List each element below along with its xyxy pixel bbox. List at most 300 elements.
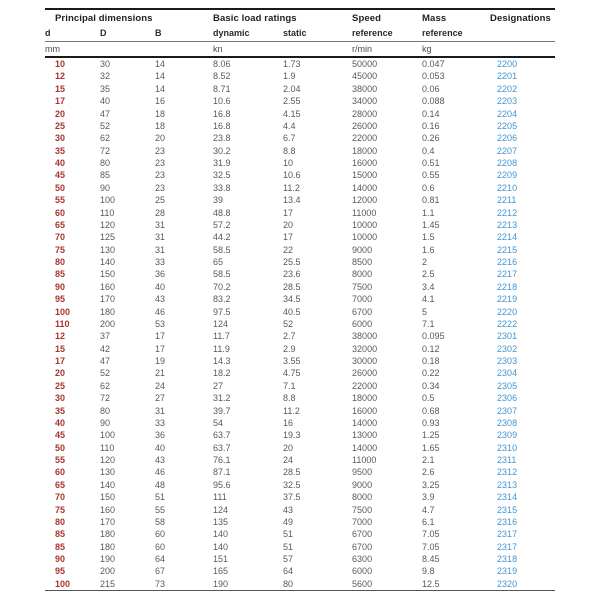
table-row [45, 380, 555, 392]
speed-value: 10000 [352, 232, 378, 243]
dynamic-load-value: 33.8 [213, 182, 231, 193]
speed-value: 13000 [352, 430, 378, 441]
mass-value: 0.14 [422, 108, 440, 119]
D-value: 85 [100, 170, 111, 181]
mass-value: 0.22 [422, 368, 440, 379]
B-value: 14 [155, 71, 166, 82]
designation-link[interactable]: 2200 [497, 59, 518, 69]
d-value: 45 [55, 430, 66, 441]
static-load-value: 2.04 [283, 83, 301, 94]
speed-value: 14000 [352, 182, 378, 193]
static-load-value: 22 [283, 244, 294, 255]
dynamic-load-value: 83.2 [213, 294, 231, 305]
B-value: 23 [155, 158, 166, 168]
B-value: 20 [155, 133, 166, 144]
table-row [45, 169, 555, 181]
unit-mm: mm [45, 43, 60, 54]
designation-link[interactable]: 2317 [497, 541, 518, 552]
D-value: 170 [100, 516, 116, 527]
B-value: 31 [155, 244, 166, 255]
D-value: 40 [100, 96, 111, 107]
mass-value: 2.5 [422, 269, 435, 280]
dynamic-load-value: 140 [213, 529, 229, 540]
col-group-principal-dimensions: Principal dimensions [55, 12, 153, 24]
table-row [45, 491, 555, 503]
table-row [45, 108, 555, 120]
designation-link[interactable]: 2301 [497, 331, 518, 342]
static-load-value: 28.5 [283, 467, 301, 478]
d-value: 35 [55, 405, 66, 416]
speed-value: 14000 [352, 417, 378, 428]
designation-link[interactable]: 2212 [497, 207, 518, 218]
designation-link[interactable]: 2305 [497, 380, 518, 391]
d-value: 17 [55, 356, 66, 366]
d-value: 60 [55, 207, 66, 218]
d-value: 100 [55, 578, 71, 589]
speed-value: 12000 [352, 195, 378, 206]
B-value: 23 [155, 182, 166, 193]
mass-value: 3.4 [422, 281, 435, 292]
col-header-B: B [155, 28, 162, 39]
d-value: 20 [55, 368, 66, 379]
d-value: 65 [55, 479, 66, 490]
d-value: 100 [55, 306, 71, 317]
D-value: 170 [100, 294, 116, 305]
speed-value: 11000 [352, 455, 377, 465]
designation-link[interactable]: 2307 [497, 405, 518, 416]
bearing-spec-table [45, 8, 555, 591]
B-value: 60 [155, 541, 166, 552]
D-value: 120 [100, 219, 116, 230]
speed-value: 6000 [352, 566, 373, 577]
designation-link[interactable]: 2211 [497, 195, 517, 206]
B-value: 27 [155, 393, 166, 404]
dynamic-load-value: 32.5 [213, 170, 231, 181]
speed-value: 32000 [352, 343, 378, 354]
mass-value: 0.053 [422, 71, 445, 82]
d-value: 85 [55, 541, 66, 552]
speed-value: 16000 [352, 405, 378, 416]
static-load-value: 3.55 [283, 356, 301, 366]
dynamic-load-value: 16.8 [213, 120, 231, 131]
mass-value: 7.05 [422, 529, 440, 540]
designation-link[interactable]: 2208 [497, 158, 518, 168]
designation-link[interactable]: 2222 [497, 318, 518, 329]
B-value: 73 [155, 578, 166, 589]
designation-link[interactable]: 2308 [497, 417, 518, 428]
static-load-value: 20 [283, 442, 294, 453]
B-value: 17 [155, 343, 166, 354]
table-row [45, 392, 555, 404]
D-value: 140 [100, 257, 116, 267]
D-value: 52 [100, 120, 111, 131]
designation-link[interactable]: 2303 [497, 356, 518, 366]
dynamic-load-value: 190 [213, 578, 229, 589]
D-value: 180 [100, 306, 116, 317]
dynamic-load-value: 70.2 [213, 281, 231, 292]
designation-link[interactable]: 2219 [497, 294, 518, 305]
designation-link[interactable]: 2312 [497, 467, 518, 478]
D-value: 47 [100, 108, 111, 119]
d-value: 12 [55, 71, 66, 82]
B-value: 14 [155, 83, 166, 94]
d-value: 60 [55, 467, 66, 478]
speed-value: 9000 [352, 479, 373, 490]
d-value: 30 [55, 133, 66, 144]
designation-link[interactable]: 2201 [497, 71, 518, 82]
static-load-value: 10 [283, 158, 294, 168]
D-value: 30 [100, 59, 111, 69]
dynamic-load-value: 10.6 [213, 96, 231, 107]
d-value: 15 [55, 83, 66, 94]
table-row [45, 244, 555, 256]
designation-link[interactable]: 2216 [497, 257, 518, 267]
speed-value: 7000 [352, 516, 373, 527]
d-value: 25 [55, 120, 66, 131]
designation-link[interactable]: 2318 [497, 554, 518, 564]
D-value: 35 [100, 83, 111, 94]
dynamic-load-value: 97.5 [213, 306, 231, 317]
B-value: 36 [155, 269, 166, 280]
mass-value: 1.6 [422, 244, 435, 255]
speed-value: 11000 [352, 207, 377, 218]
col-group-speed: Speed [352, 12, 382, 24]
B-value: 18 [155, 120, 166, 131]
col-header-designations-spacer [490, 26, 555, 41]
dynamic-load-value: 63.7 [213, 442, 231, 453]
mass-value: 2.1 [422, 455, 435, 465]
dynamic-load-value: 87.1 [213, 467, 231, 478]
speed-value: 6700 [352, 541, 373, 552]
speed-value: 7500 [352, 281, 373, 292]
static-load-value: 19.3 [283, 430, 301, 441]
dynamic-load-value: 124 [213, 504, 229, 515]
static-load-value: 23.6 [283, 269, 301, 280]
mass-value: 1.1 [422, 207, 435, 218]
d-value: 50 [55, 442, 66, 453]
B-value: 40 [155, 442, 166, 453]
speed-value: 16000 [352, 158, 378, 168]
static-load-value: 52 [283, 318, 294, 329]
speed-value: 10000 [352, 219, 378, 230]
static-load-value: 6.7 [283, 133, 296, 144]
table-row [45, 57, 555, 70]
static-load-value: 17 [283, 207, 294, 218]
B-value: 16 [155, 96, 166, 107]
B-value: 19 [155, 356, 166, 366]
D-value: 150 [100, 269, 116, 280]
dynamic-load-value: 76.1 [213, 455, 231, 465]
dynamic-load-value: 95.6 [213, 479, 231, 490]
dynamic-load-value: 58.5 [213, 269, 231, 280]
B-value: 43 [155, 455, 166, 465]
designation-link[interactable]: 2310 [497, 442, 518, 453]
mass-value: 2.6 [422, 467, 435, 478]
mass-value: 3.9 [422, 492, 435, 503]
D-value: 62 [100, 380, 111, 391]
designation-link[interactable]: 2203 [497, 96, 518, 107]
speed-value: 45000 [352, 71, 378, 82]
d-value: 80 [55, 516, 66, 527]
designation-link[interactable]: 2306 [497, 393, 518, 404]
static-load-value: 7.1 [283, 380, 296, 391]
table-row [45, 182, 555, 194]
D-value: 180 [100, 541, 116, 552]
speed-value: 6700 [352, 529, 373, 540]
dynamic-load-value: 111 [213, 492, 227, 503]
table-row [45, 268, 555, 280]
speed-value: 18000 [352, 145, 378, 156]
d-value: 30 [55, 393, 66, 404]
D-value: 47 [100, 356, 111, 366]
designation-link[interactable]: 2210 [497, 182, 518, 193]
static-load-value: 32.5 [283, 479, 301, 490]
table-row [45, 578, 555, 591]
speed-value: 14000 [352, 442, 378, 453]
designation-link[interactable]: 2314 [497, 492, 518, 503]
table-row [45, 256, 555, 268]
D-value: 52 [100, 368, 111, 379]
mass-value: 3.25 [422, 479, 440, 490]
d-value: 12 [55, 331, 66, 342]
table-row [45, 207, 555, 219]
B-value: 46 [155, 467, 166, 478]
speed-value: 22000 [352, 380, 378, 391]
static-load-value: 11.2 [283, 182, 300, 193]
dynamic-load-value: 63.7 [213, 430, 231, 441]
static-load-value: 8.8 [283, 393, 296, 404]
designation-link[interactable]: 2320 [497, 578, 518, 589]
D-value: 140 [100, 479, 116, 490]
designation-link[interactable]: 2302 [497, 343, 518, 354]
d-value: 25 [55, 380, 66, 391]
mass-value: 0.34 [422, 380, 440, 391]
d-value: 75 [55, 244, 66, 255]
table-row [45, 541, 555, 553]
D-value: 100 [100, 430, 116, 441]
table-body [45, 57, 555, 591]
D-value: 180 [100, 529, 116, 540]
mass-value: 0.047 [422, 59, 445, 69]
dynamic-load-value: 30.2 [213, 145, 231, 156]
B-value: 43 [155, 294, 166, 305]
speed-value: 6000 [352, 318, 373, 329]
speed-value: 9000 [352, 244, 373, 255]
mass-value: 0.55 [422, 170, 440, 181]
designation-link[interactable]: 2319 [497, 566, 518, 577]
table-row [45, 95, 555, 107]
table-row [45, 343, 555, 355]
designation-link[interactable]: 2309 [497, 430, 518, 441]
static-load-value: 57 [283, 554, 294, 564]
B-value: 60 [155, 529, 166, 540]
group-header-row [45, 9, 555, 26]
speed-value: 18000 [352, 393, 378, 404]
speed-value: 34000 [352, 96, 378, 107]
speed-value: 5600 [352, 578, 373, 589]
table-row [45, 70, 555, 82]
speed-value: 9500 [352, 467, 373, 478]
designation-link[interactable]: 2202 [497, 83, 518, 94]
B-value: 33 [155, 257, 166, 267]
speed-value: 26000 [352, 120, 378, 131]
designation-link[interactable]: 2304 [497, 368, 518, 379]
D-value: 130 [100, 244, 116, 255]
table-row [45, 194, 555, 206]
B-value: 18 [155, 108, 166, 119]
designation-link[interactable]: 2218 [497, 281, 518, 292]
designation-link[interactable]: 2313 [497, 479, 518, 490]
table-row [45, 219, 555, 231]
d-value: 17 [55, 96, 66, 107]
static-load-value: 11.2 [283, 405, 300, 416]
mass-value: 0.68 [422, 405, 440, 416]
mass-value: 1.65 [422, 442, 440, 453]
D-value: 90 [100, 182, 111, 193]
D-value: 80 [100, 158, 111, 168]
designation-link[interactable]: 2214 [497, 232, 518, 243]
table-row [45, 429, 555, 441]
mass-value: 0.16 [422, 120, 440, 131]
D-value: 72 [100, 145, 111, 156]
dynamic-load-value: 151 [213, 554, 229, 564]
dynamic-load-value: 135 [213, 516, 229, 527]
d-value: 90 [55, 281, 66, 292]
mass-value: 0.12 [422, 343, 440, 354]
table-row [45, 132, 555, 144]
mass-value: 1.5 [422, 232, 435, 243]
col-header-D: D [100, 28, 107, 39]
dynamic-load-value: 23.8 [213, 133, 231, 144]
table-row [45, 504, 555, 516]
designation-link[interactable]: 2316 [497, 516, 518, 527]
dynamic-load-value: 27 [213, 380, 224, 391]
B-value: 46 [155, 306, 166, 317]
B-value: 31 [155, 219, 166, 230]
col-header-d: d [45, 28, 51, 39]
designation-link[interactable]: 2205 [497, 120, 518, 131]
dynamic-load-value: 18.2 [213, 368, 231, 379]
D-value: 125 [100, 232, 116, 243]
table-row [45, 466, 555, 478]
D-value: 42 [100, 343, 111, 354]
dynamic-load-value: 39.7 [213, 405, 231, 416]
d-value: 55 [55, 455, 66, 465]
D-value: 160 [100, 504, 116, 515]
mass-value: 12.5 [422, 578, 440, 589]
d-value: 70 [55, 232, 66, 243]
B-value: 64 [155, 554, 166, 564]
speed-value: 22000 [352, 133, 378, 144]
B-value: 17 [155, 331, 166, 342]
table-row [45, 553, 555, 565]
D-value: 100 [100, 195, 116, 206]
mass-value: 4.1 [422, 294, 435, 305]
table-row [45, 293, 555, 305]
table-row [45, 120, 555, 132]
mass-value: 5 [422, 306, 428, 317]
units-row [45, 41, 555, 57]
mass-value: 0.26 [422, 133, 440, 144]
D-value: 200 [100, 566, 116, 577]
dynamic-load-value: 11.7 [213, 331, 230, 342]
D-value: 160 [100, 281, 116, 292]
d-value: 110 [55, 318, 70, 329]
table-row [45, 330, 555, 342]
mass-value: 0.088 [422, 96, 445, 107]
table-row [45, 281, 555, 293]
col-header-dynamic: dynamic [213, 28, 250, 39]
mass-value: 9.8 [422, 566, 435, 577]
dynamic-load-value: 11.9 [213, 343, 230, 354]
D-value: 80 [100, 405, 111, 416]
speed-value: 6300 [352, 554, 373, 564]
designation-link[interactable]: 2207 [497, 145, 518, 156]
static-load-value: 8.8 [283, 145, 296, 156]
d-value: 80 [55, 257, 66, 267]
table-row [45, 565, 555, 577]
B-value: 31 [155, 405, 166, 416]
designation-link[interactable]: 2311 [497, 455, 517, 465]
D-value: 200 [100, 318, 116, 329]
designation-link[interactable]: 2204 [497, 108, 518, 119]
static-load-value: 1.9 [283, 71, 296, 82]
table-row [45, 417, 555, 429]
designation-link[interactable]: 2209 [497, 170, 518, 181]
col-header-static: static [283, 28, 307, 39]
table-row [45, 442, 555, 454]
designation-link[interactable]: 2220 [497, 306, 518, 317]
dynamic-load-value: 48.8 [213, 207, 231, 218]
mass-value: 7.05 [422, 541, 440, 552]
d-value: 90 [55, 554, 66, 564]
table-row [45, 367, 555, 379]
designation-link[interactable]: 2206 [497, 133, 518, 144]
d-value: 35 [55, 145, 66, 156]
designation-link[interactable]: 2215 [497, 244, 518, 255]
speed-value: 28000 [352, 108, 378, 119]
sub-header-row [45, 26, 555, 41]
designation-link[interactable]: 2317 [497, 529, 518, 540]
mass-value: 0.81 [422, 195, 440, 206]
D-value: 62 [100, 133, 111, 144]
B-value: 36 [155, 430, 166, 441]
designation-link[interactable]: 2213 [497, 219, 518, 230]
static-load-value: 49 [283, 516, 294, 527]
mass-value: 7.1 [422, 318, 435, 329]
table-row [45, 231, 555, 243]
B-value: 21 [155, 368, 166, 379]
d-value: 95 [55, 566, 66, 577]
speed-value: 30000 [352, 356, 378, 366]
designation-link[interactable]: 2217 [497, 269, 518, 280]
unit-kg: kg [422, 43, 432, 54]
d-value: 15 [55, 343, 66, 354]
dynamic-load-value: 31.2 [213, 393, 231, 404]
static-load-value: 80 [283, 578, 294, 589]
designation-link[interactable]: 2315 [497, 504, 518, 515]
d-value: 95 [55, 294, 66, 305]
speed-value: 38000 [352, 83, 378, 94]
mass-value: 0.4 [422, 145, 435, 156]
static-load-value: 24 [283, 455, 294, 465]
static-load-value: 10.6 [283, 170, 301, 181]
table-row [45, 516, 555, 528]
table-row [45, 306, 555, 318]
static-load-value: 37.5 [283, 492, 301, 503]
dynamic-load-value: 31.9 [213, 158, 231, 168]
D-value: 72 [100, 393, 111, 404]
